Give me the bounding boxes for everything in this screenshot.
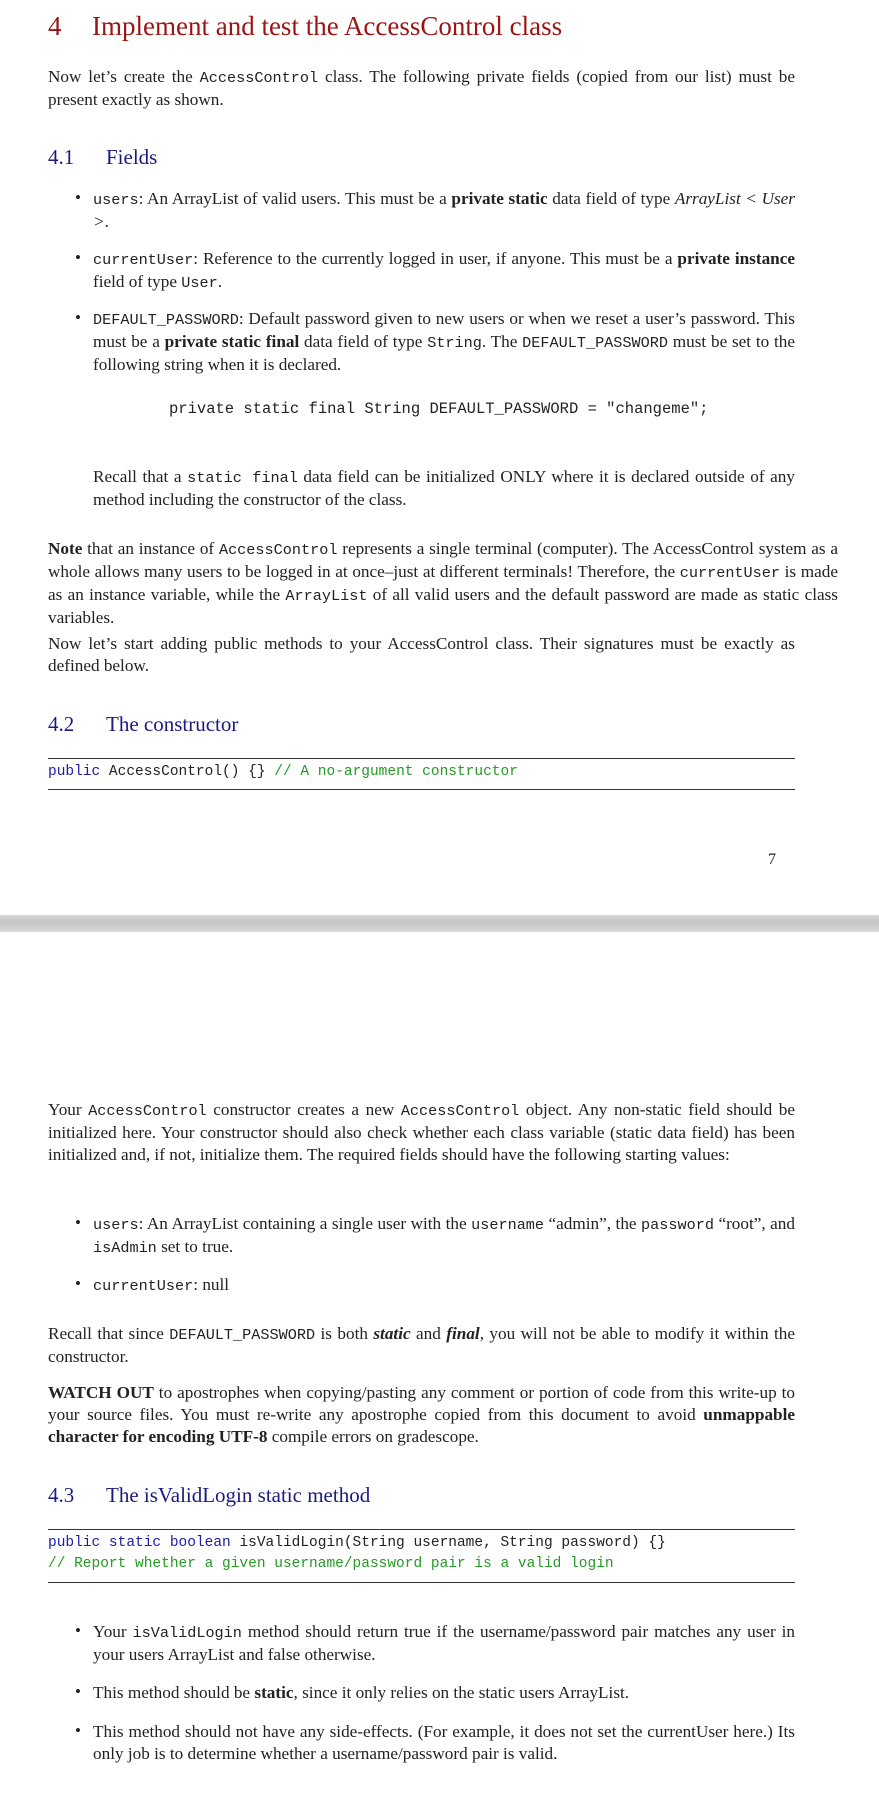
bullet-icon: • (75, 188, 81, 207)
subsection-title: The isValidLogin static method (106, 1483, 371, 1507)
recall-static-final: Recall that a static final data field can be initialized ONLY where it is declared outside of any method including the constructor of the class. (93, 467, 795, 509)
constructor-description: Your AccessControl constructor creates a new AccessControl object. Any non-static field should be initialized here. Your constructor should also check whether each class variable (static data field) has been initialized and, if not, initialize them. The required fields should have the following starting values: (48, 1100, 795, 1164)
subsection-heading-constructor (48, 712, 238, 737)
now-paragraph: Now let’s start adding public methods to your AccessControl class. Their signatures must be exactly as defined below. (48, 634, 795, 675)
subsection-number: 4.3 (48, 1483, 75, 1507)
section-heading (48, 11, 562, 42)
subsection-number: 4.1 (48, 145, 75, 169)
subsection-number: 4.2 (48, 712, 75, 736)
constructor-code-listing: public AccessControl() {} // A no-argument constructor (48, 758, 795, 790)
list-item-default-password: DEFAULT_PASSWORD: Default password given to new users or when we reset a user’s password. This must be a private static final data field of type String. The DEFAULT_PASSWORD must be set to the following string when it is declared. (93, 309, 795, 374)
default-password-code: private static final String DEFAULT_PASSWORD = "changeme"; (169, 400, 709, 418)
subsection-title: The constructor (106, 712, 239, 736)
subsection-heading-fields (48, 145, 157, 170)
bullet-icon: • (75, 308, 81, 327)
note-paragraph: Note that an instance of AccessControl represents a single terminal (computer). The AccessControl system as a whole allows many users to be logged in at once–just at different terminals! Therefore, the currentUser is made as an instance variable, while the ArrayList of all valid users and the default password are made as static class variables. (48, 539, 838, 627)
list-item-users: users: An ArrayList of valid users. This must be a private static data field of type ArrayList < User >. (93, 189, 795, 231)
page-separator (0, 915, 879, 932)
list-item-current-user: currentUser: Reference to the currently logged in user, if anyone. This must be a private instance field of type User. (93, 249, 795, 292)
section-title: Implement and test the AccessControl class (92, 11, 563, 41)
bullet-icon: • (75, 1213, 81, 1232)
watch-out-paragraph: WATCH OUT to apostrophes when copying/pasting any comment or portion of code from this write-up to your source files. You must re-write any apostrophe copied from this document to avoid unmappable character for encoding UTF-8 compile errors on gradescope. (48, 1383, 795, 1446)
intro-paragraph: Now let’s create the AccessControl class. The following private fields (copied from our list) must be present exactly as shown. (48, 67, 796, 109)
bullet-icon: • (75, 248, 81, 267)
list-item-return-value: Your isValidLogin method should return true if the username/password pair matches any user in your users ArrayList and false otherwise. (93, 1622, 795, 1664)
subsection-heading-isvalidlogin (48, 1483, 370, 1508)
list-item-static: This method should be static, since it only relies on the static users ArrayList. (93, 1683, 630, 1702)
bullet-icon: • (75, 1274, 81, 1293)
list-item-side-effects: This method should not have any side-effects. (For example, it does not set the currentUser here.) Its only job is to determine whether a username/password pair is valid. (93, 1722, 795, 1763)
bullet-icon: • (75, 1721, 81, 1740)
section-number: 4 (48, 11, 62, 41)
page-2 (0, 932, 879, 1801)
list-item-current-user-initial: currentUser: null (93, 1275, 230, 1295)
page-number: 7 (768, 851, 776, 868)
bullet-icon: • (75, 1682, 81, 1701)
recall-final-paragraph: Recall that since DEFAULT_PASSWORD is both static and final, you will not be able to modify it within the constructor. (48, 1324, 795, 1366)
isvalidlogin-code-listing: public static boolean isValidLogin(String username, String password) {} // Report whether a given username/password pair is a valid login (48, 1529, 795, 1583)
bullet-icon: • (75, 1621, 81, 1640)
list-item-users-initial: users: An ArrayList containing a single user with the username “admin”, the password “root”, and isAdmin set to true. (93, 1214, 795, 1257)
subsection-title: Fields (106, 145, 158, 169)
